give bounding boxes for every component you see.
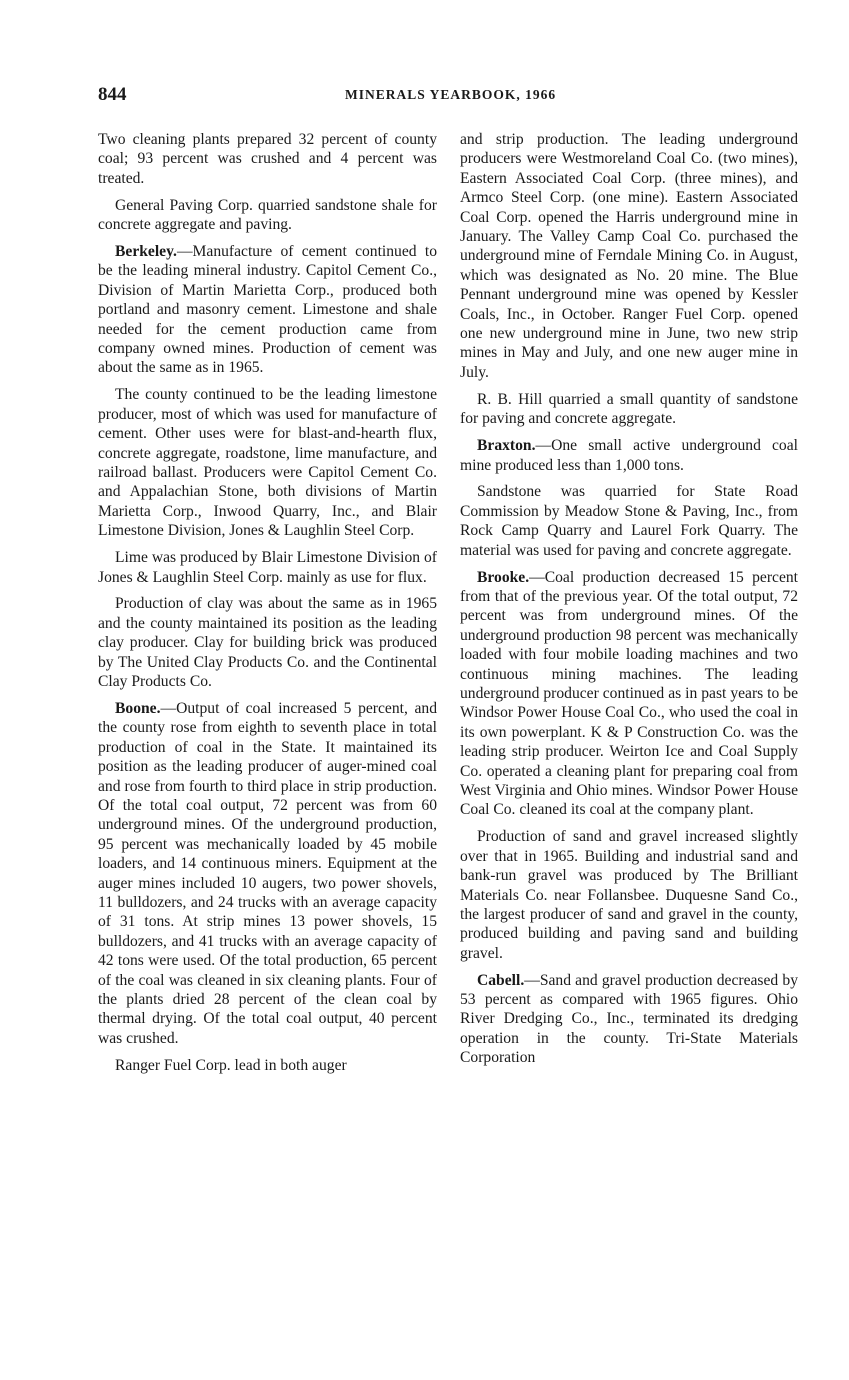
right-column xyxy=(460,130,798,1068)
county-heading: Cabell. xyxy=(477,971,525,989)
paragraph-text: —Coal production decreased 15 percent from that of the previous year. Of the total output, 72 percent was from underground mines. Of the underground production 98 percent was mechanically loaded with four mobile loading machines and two continuous mining machines. The leading underground producer continued as in past years to be Windsor Power House Coal Co., who used the coal in its own powerplant. K & P Construction Co. was the leading strip producer. Weirton Ice and Coal Supply Co. operated a cleaning plant for preparing coal from West Virginia and Ohio mines. Windsor Power House Coal Co. cleaned its coal at the company plant. xyxy=(460,568,798,819)
paragraph xyxy=(98,385,437,540)
paragraph xyxy=(98,130,437,188)
paragraph-text: The county continued to be the leading limestone producer, most of which was used for manufacture of cement. Other uses were for blast-and-hearth flux, concrete aggregate, roadstone, lime manufacture, and railroad ballast. Producers were Capitol Cement Co. and Appalachian Stone, both divisions of Martin Marietta Corp., Inwood Quarry, Inc., and Blair Limestone Division, Jones & Laughlin Steel Corp. xyxy=(98,386,437,540)
county-heading: Boone. xyxy=(115,699,161,717)
paragraph-text: Production of clay was about the same as in 1965 and the county maintained its position as the leading clay producer. Clay for building brick was produced by The United Clay Products Co. and the Continental Clay Products Co. xyxy=(98,595,437,691)
page-number: 844 xyxy=(98,84,127,105)
paragraph xyxy=(460,568,798,820)
paragraph-text: —Manufacture of cement continued to be the leading mineral industry. Capitol Cement Co., Division of Martin Marietta Corp., produced both portland and masonry cement. Limestone and shale needed for the cement production came from company owned mines. Production of cement was about the same as in 1965. xyxy=(98,243,437,377)
paragraph-text: —Output of coal increased 5 percent, and the county rose from eighth to seventh place in total production of coal in the State. It maintained its position as the leading producer of auger-mined coal and rose from fourth to third place in strip production. Of the total coal output, 72 percent was from 60 underground mines. Of the underground production, 95 percent was mechanically loaded by 45 mobile loaders, and 14 continuous miners. Equipment at the auger mines included 10 augers, two power shovels, 11 bulldozers, and 24 trucks with an average capacity of 31 tons. At strip mines 13 power shovels, 15 bulldozers, and 41 trucks with an average capacity of 42 tons were used. Of the total production, 65 percent of the coal was cleaned in six cleaning plants. Four of the plants dried 28 percent of the clean coal by thermal drying. Of the total coal output, 40 percent was crushed. xyxy=(98,699,437,1047)
county-heading: Braxton. xyxy=(477,437,536,455)
paragraph xyxy=(460,436,798,475)
paragraph-text: Two cleaning plants prepared 32 percent of county coal; 93 percent was crushed and 4 percent was treated. xyxy=(98,131,437,187)
paragraph xyxy=(460,482,798,560)
paragraph xyxy=(98,699,437,1048)
paragraph xyxy=(460,390,798,429)
paragraph xyxy=(460,971,798,1068)
paragraph-text: and strip production. The leading underground producers were Westmoreland Coal Co. (two mines), Eastern Associated Coal Corp. (three mines), and Armco Steel Corp. (one mine). Eastern Associated Coal Corp. opened the Harris underground mine in January. The Valley Camp Coal Co. purchased the underground mine of Ferndale Mining Co. in August, which was designated as No. 20 mine. The Blue Pennant underground mine was opened by Kessler Coals, Inc., in October. Ranger Fuel Corp. opened one new underground mine in June, two new strip mines in May and July, and one new auger mine in July. xyxy=(460,131,798,381)
page-header xyxy=(98,84,798,108)
paragraph-text: Ranger Fuel Corp. lead in both auger xyxy=(115,1056,347,1074)
paragraph-text: —One small active underground coal mine produced less than 1,000 tons. xyxy=(460,437,798,474)
paragraph xyxy=(460,130,798,382)
paragraph xyxy=(98,548,437,587)
paragraph xyxy=(98,242,437,378)
paragraph-text: General Paving Corp. quarried sandstone shale for concrete aggregate and paving. xyxy=(98,196,437,234)
paragraph-text: Production of sand and gravel increased slightly over that in 1965. Building and industrial sand and bank-run gravel was produced by The Brilliant Materials Co. near Follansbee. Duquesne Sand Co., the largest producer of sand and gravel in the county, produced building and paving sand and building gravel. xyxy=(460,828,798,962)
paragraph-text: Sandstone was quarried for State Road Commission by Meadow Stone & Paving, Inc., from Rock Camp Quarry and Laurel Fork Quarry. The material was used for paving and concrete aggregate. xyxy=(460,483,798,559)
paragraph xyxy=(98,1056,437,1075)
paragraph xyxy=(98,594,437,691)
county-heading: Brooke. xyxy=(477,568,530,586)
left-column xyxy=(98,130,437,1075)
running-title: MINERALS YEARBOOK, 1966 xyxy=(345,87,557,102)
paragraph-text: —Sand and gravel production decreased by 53 percent as compared with 1965 figures. Ohio River Dredging Co., Inc., terminated its dredging operation in the county. Tri-State Materials Corporation xyxy=(460,971,798,1067)
paragraph xyxy=(460,827,798,963)
paragraph-text: R. B. Hill quarried a small quantity of sandstone for paving and concrete aggregate. xyxy=(460,390,798,428)
county-heading: Berkeley. xyxy=(115,243,177,261)
paragraph xyxy=(98,196,437,235)
paragraph-text: Lime was produced by Blair Limestone Division of Jones & Laughlin Steel Corp. mainly as use for flux. xyxy=(98,549,437,586)
